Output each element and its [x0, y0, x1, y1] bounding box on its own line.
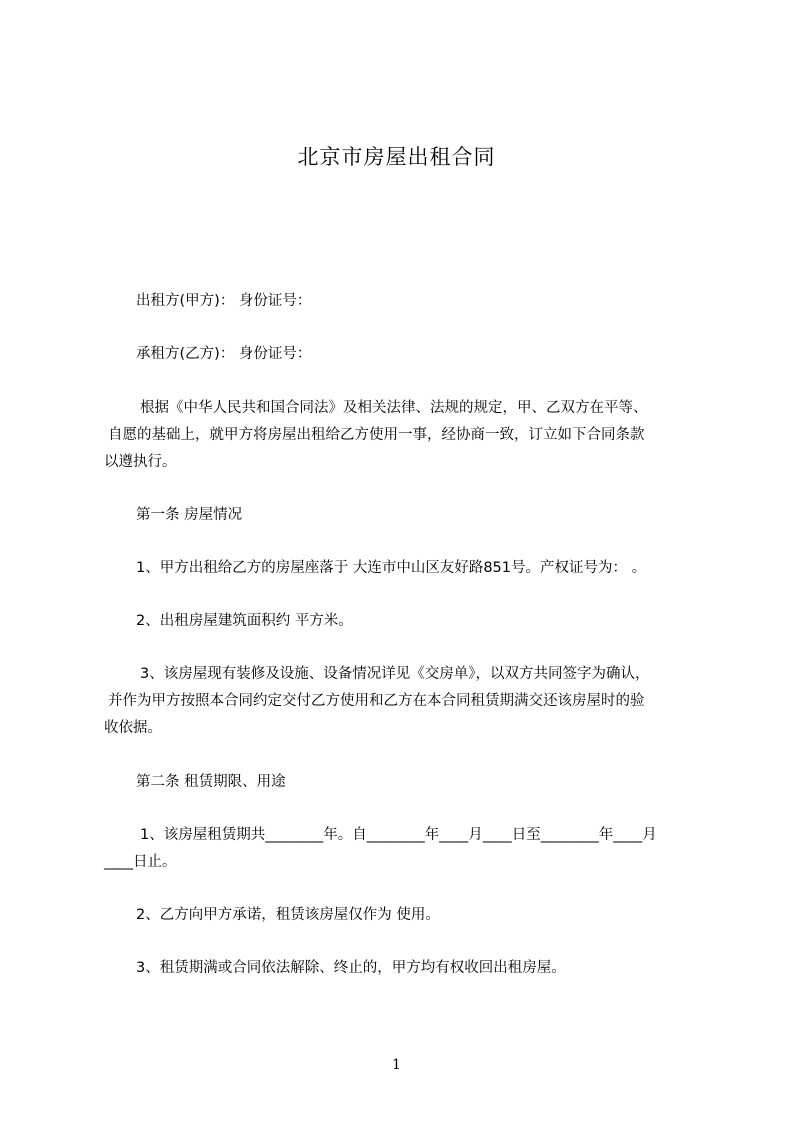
article1-item3-line-2: 并作为甲方按照本合同约定交付乙方使用和乙方在本合同租赁期满交还该房屋时的验	[108, 693, 645, 709]
article1-item2: 2、出租房屋建筑面积约 平方米。	[136, 613, 353, 629]
page-number: 1	[392, 1057, 401, 1073]
article2-heading: 第二条 租赁期限、用途	[136, 774, 286, 790]
lessee-line: 承租方(乙方)： 身份证号：	[136, 346, 312, 362]
document-title: 北京市房屋出租合同	[297, 145, 496, 169]
preamble-line-2: 自愿的基础上，就甲方将房屋出租给乙方使用一事，经协商一致，订立如下合同条款	[108, 427, 645, 443]
article2-item2: 2、乙方向甲方承诺，租赁该房屋仅作为 使用。	[136, 907, 440, 923]
article2-item3: 3、租赁期满或合同依法解除、终止的，甲方均有权收回出租房屋。	[136, 960, 566, 976]
preamble-line-3: 以遵执行。	[104, 454, 177, 470]
article1-item1: 1、甲方出租给乙方的房屋座落于 大连市中山区友好路851号。产权证号为： 。	[136, 560, 647, 576]
lessor-line: 出租方(甲方)： 身份证号：	[136, 293, 312, 309]
preamble-line-1: 根据《中华人民共和国合同法》及相关法律、法规的规定，甲、乙双方在平等、	[140, 400, 648, 416]
article1-heading: 第一条 房屋情况	[136, 507, 243, 523]
article1-item3-line-3: 收依据。	[104, 720, 162, 736]
article2-item1-line-1: 1、该房屋租赁期共________年。自________年____月____日至________年____月	[140, 827, 657, 843]
article2-item1-line-2: ____日止。	[104, 854, 177, 870]
article1-item3-line-1: 3、该房屋现有装修及设施、设备情况详见《交房单》，以双方共同签字为确认，	[140, 666, 650, 682]
